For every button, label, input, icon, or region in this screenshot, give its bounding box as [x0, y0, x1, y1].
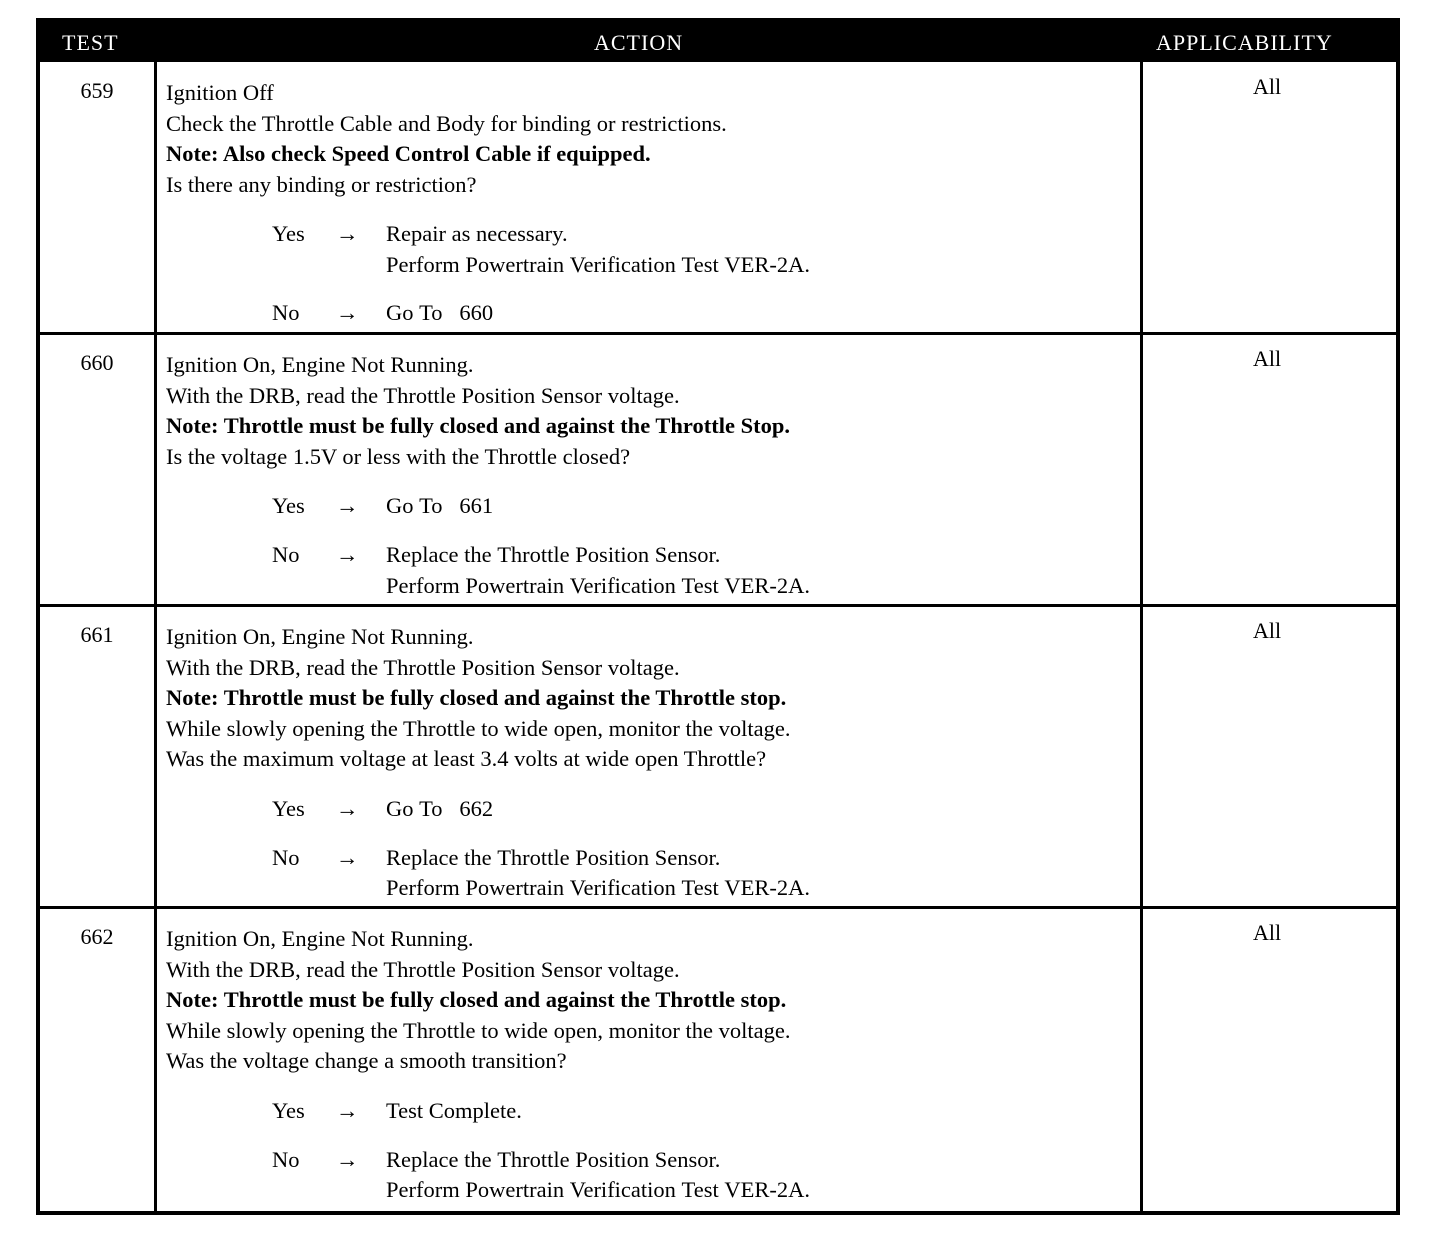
arrow-icon: → [336, 1146, 359, 1172]
answer-label: No [272, 1146, 300, 1172]
answer-label: Yes [272, 221, 305, 246]
result-line: Repair as necessary. [386, 221, 568, 246]
instruction-line: While slowly opening the Throttle to wide open, monitor the voltage. [166, 1017, 791, 1043]
result-line: Test Complete. [386, 1097, 522, 1123]
arrow-icon: → [336, 542, 359, 567]
answer-result [386, 1145, 810, 1206]
answer-label: Yes [272, 795, 305, 821]
table-row [40, 868, 1396, 1215]
instruction-line: Ignition On, Engine Not Running. [166, 624, 474, 649]
instruction-line: Was the maximum voltage at least 3.4 volts at wide open Throttle? [166, 746, 767, 771]
result-line: Perform Powertrain Verification Test VER-2A. [386, 572, 810, 598]
instruction-line: Was the voltage change a smooth transition? [166, 1048, 567, 1073]
arrow-icon: → [336, 493, 359, 518]
note-line: Note: Throttle must be fully closed and against the Throttle Stop. [166, 413, 790, 438]
applicability-cell: All [1252, 74, 1282, 99]
result-line: Go To 662 [386, 795, 494, 821]
answer-result [386, 1096, 522, 1127]
answer-result [386, 491, 493, 522]
test-number: 661 [80, 622, 114, 647]
answer-label: No [272, 542, 300, 567]
instruction-line: Is there any binding or restriction? [166, 171, 477, 197]
answer-yes [166, 1096, 1134, 1126]
test-table [36, 18, 1400, 1215]
instruction-line: Ignition On, Engine Not Running. [166, 352, 474, 377]
applicability-cell: All [1252, 346, 1282, 371]
instruction-line: With the DRB, read the Throttle Position Sensor voltage. [166, 956, 680, 982]
row-divider [40, 332, 1396, 335]
answer-result [386, 794, 493, 825]
answer-label: Yes [272, 1097, 305, 1123]
result-line: Replace the Throttle Position Sensor. [386, 1146, 721, 1172]
action-cell [166, 350, 1134, 600]
answer-result [386, 219, 810, 280]
instruction-line: Check the Throttle Cable and Body for binding or restrictions. [166, 110, 727, 136]
header-action: ACTION [594, 30, 684, 55]
result-line: Perform Powertrain Verification Test VER-2A. [386, 1177, 810, 1202]
instruction-line: While slowly opening the Throttle to wide open, monitor the voltage. [166, 715, 791, 741]
answer-label: Yes [272, 493, 305, 518]
arrow-icon: → [336, 300, 359, 325]
row-divider [40, 604, 1396, 607]
instruction-line: With the DRB, read the Throttle Position Sensor voltage. [166, 654, 680, 680]
applicability-cell: All [1252, 618, 1282, 643]
result-line: Perform Powertrain Verification Test VER-2A. [386, 251, 810, 277]
arrow-icon: → [336, 221, 359, 246]
arrow-icon: → [336, 1097, 359, 1123]
result-line: Perform Powertrain Verification Test VER-2A. [386, 875, 810, 900]
answer-yes [166, 219, 1134, 279]
answer-yes [166, 491, 1134, 521]
result-line: Go To 660 [386, 300, 494, 325]
header-test: TEST [62, 30, 119, 55]
result-line: Go To 661 [386, 493, 494, 518]
instruction-line: Ignition On, Engine Not Running. [166, 926, 474, 951]
instruction-line: Ignition Off [166, 80, 274, 105]
result-line: Replace the Throttle Position Sensor. [386, 542, 721, 567]
action-cell [166, 924, 1134, 1205]
arrow-icon: → [336, 844, 359, 870]
test-number: 659 [80, 78, 114, 103]
answer-label: No [272, 844, 300, 870]
test-number: 660 [80, 350, 114, 375]
applicability-cell: All [1252, 920, 1282, 945]
answer-yes [166, 794, 1134, 824]
table-row [40, 294, 1396, 598]
action-cell [166, 622, 1134, 903]
row-divider [40, 906, 1396, 909]
result-line: Replace the Throttle Position Sensor. [386, 844, 721, 870]
note-line: Note: Throttle must be fully closed and against the Throttle stop. [166, 987, 787, 1012]
arrow-icon: → [336, 795, 359, 821]
instruction-line: With the DRB, read the Throttle Position Sensor voltage. [166, 382, 680, 408]
header-applicability: APPLICABILITY [1156, 30, 1333, 55]
answer-no [166, 1145, 1134, 1205]
table-row [40, 566, 1396, 900]
instruction-line: Is the voltage 1.5V or less with the Throttle closed? [166, 443, 631, 469]
note-line: Note: Throttle must be fully closed and against the Throttle stop. [166, 685, 787, 710]
note-line: Note: Also check Speed Control Cable if equipped. [166, 141, 651, 166]
test-number: 662 [80, 924, 114, 949]
answer-label: No [272, 300, 300, 325]
action-cell [166, 78, 1134, 328]
table-row [40, 22, 1396, 325]
